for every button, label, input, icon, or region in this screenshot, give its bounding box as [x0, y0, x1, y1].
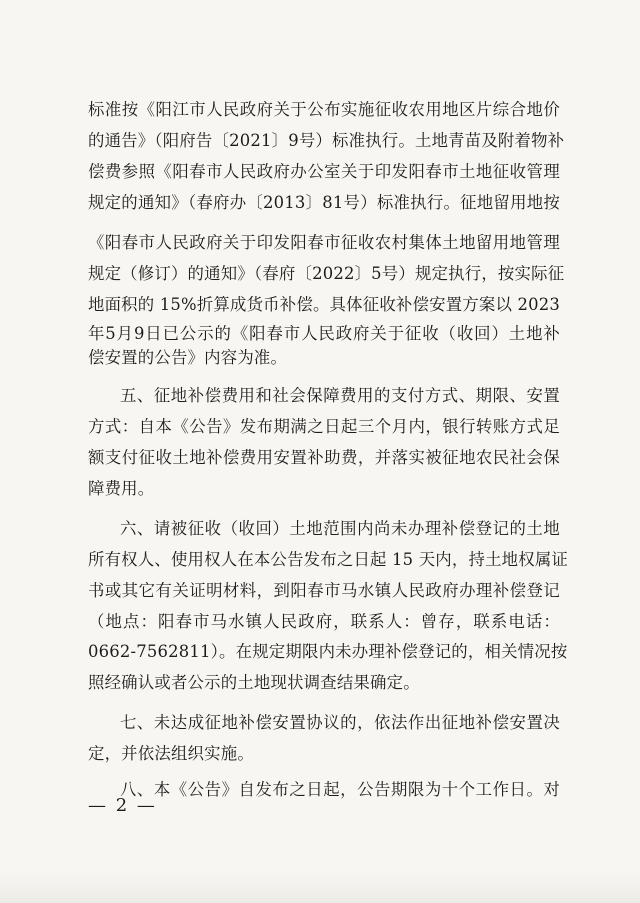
body-line: 地面积的 15%折算成货币补偿。具体征收补偿安置方案以 2023	[88, 295, 560, 314]
body-line: 方式：自本《公告》发布期满之日起三个月内，银行转账方式足	[88, 417, 560, 436]
body-line: 的通告》（阳府告〔2021〕9号）标准执行。土地青苗及附着物补	[88, 131, 565, 150]
page-number: — 2 —	[88, 795, 157, 816]
body-line: 书或其它有关证明材料，到阳春市马水镇人民政府办理补偿登记	[88, 581, 560, 600]
body-line: 所有权人、使用权人在本公告发布之日起 15 天内，持土地权属证	[88, 550, 569, 569]
body-line: 障费用。	[88, 479, 155, 498]
body-line: （地点：阳春市马水镇人民政府，联系人：曾存，联系电话：	[88, 612, 560, 631]
body-line: 定，并依法组织实施。	[88, 744, 254, 763]
body-line: 《阳春市人民政府关于印发阳春市征收农村集体土地留用地管理	[88, 233, 560, 252]
body-line: 标准按《阳江市人民政府关于公布实施征收农用地区片综合地价	[88, 100, 560, 119]
body-line: 额支付征收土地补偿费用安置补助费，并落实被征地农民社会保	[88, 448, 560, 467]
section-heading-line: 六、请被征收（收回）土地范围内尚未办理补偿登记的土地	[120, 519, 560, 538]
page-bottom-edge	[0, 872, 640, 903]
body-line: 规定的通知》（春府办〔2013〕81号）标准执行。征地留用地按	[88, 193, 560, 212]
body-line: 偿费参照《阳春市人民政府办公室关于印发阳春市土地征收管理	[88, 162, 560, 181]
body-line: 年5月9日已公示的《阳春市人民政府关于征收（收回）土地补	[88, 324, 560, 343]
body-line: 规定（修订）的通知》（春府〔2022〕5号）规定执行，按实际征	[88, 264, 565, 283]
body-line: 偿安置的公告》内容为准。	[88, 348, 288, 367]
section-heading-line: 五、征地补偿费用和社会保障费用的支付方式、期限、安置	[120, 386, 560, 405]
body-line: 0662-7562811）。在规定期限内未办理补偿登记的，相关情况按	[88, 642, 568, 661]
section-heading-line: 七、未达成征地补偿安置协议的，依法作出征地补偿安置决	[120, 713, 560, 732]
body-line: 照经确认或者公示的土地现状调查结果确定。	[88, 673, 420, 692]
section-heading-line: 八、本《公告》自发布之日起，公告期限为十个工作日。对	[120, 780, 560, 799]
